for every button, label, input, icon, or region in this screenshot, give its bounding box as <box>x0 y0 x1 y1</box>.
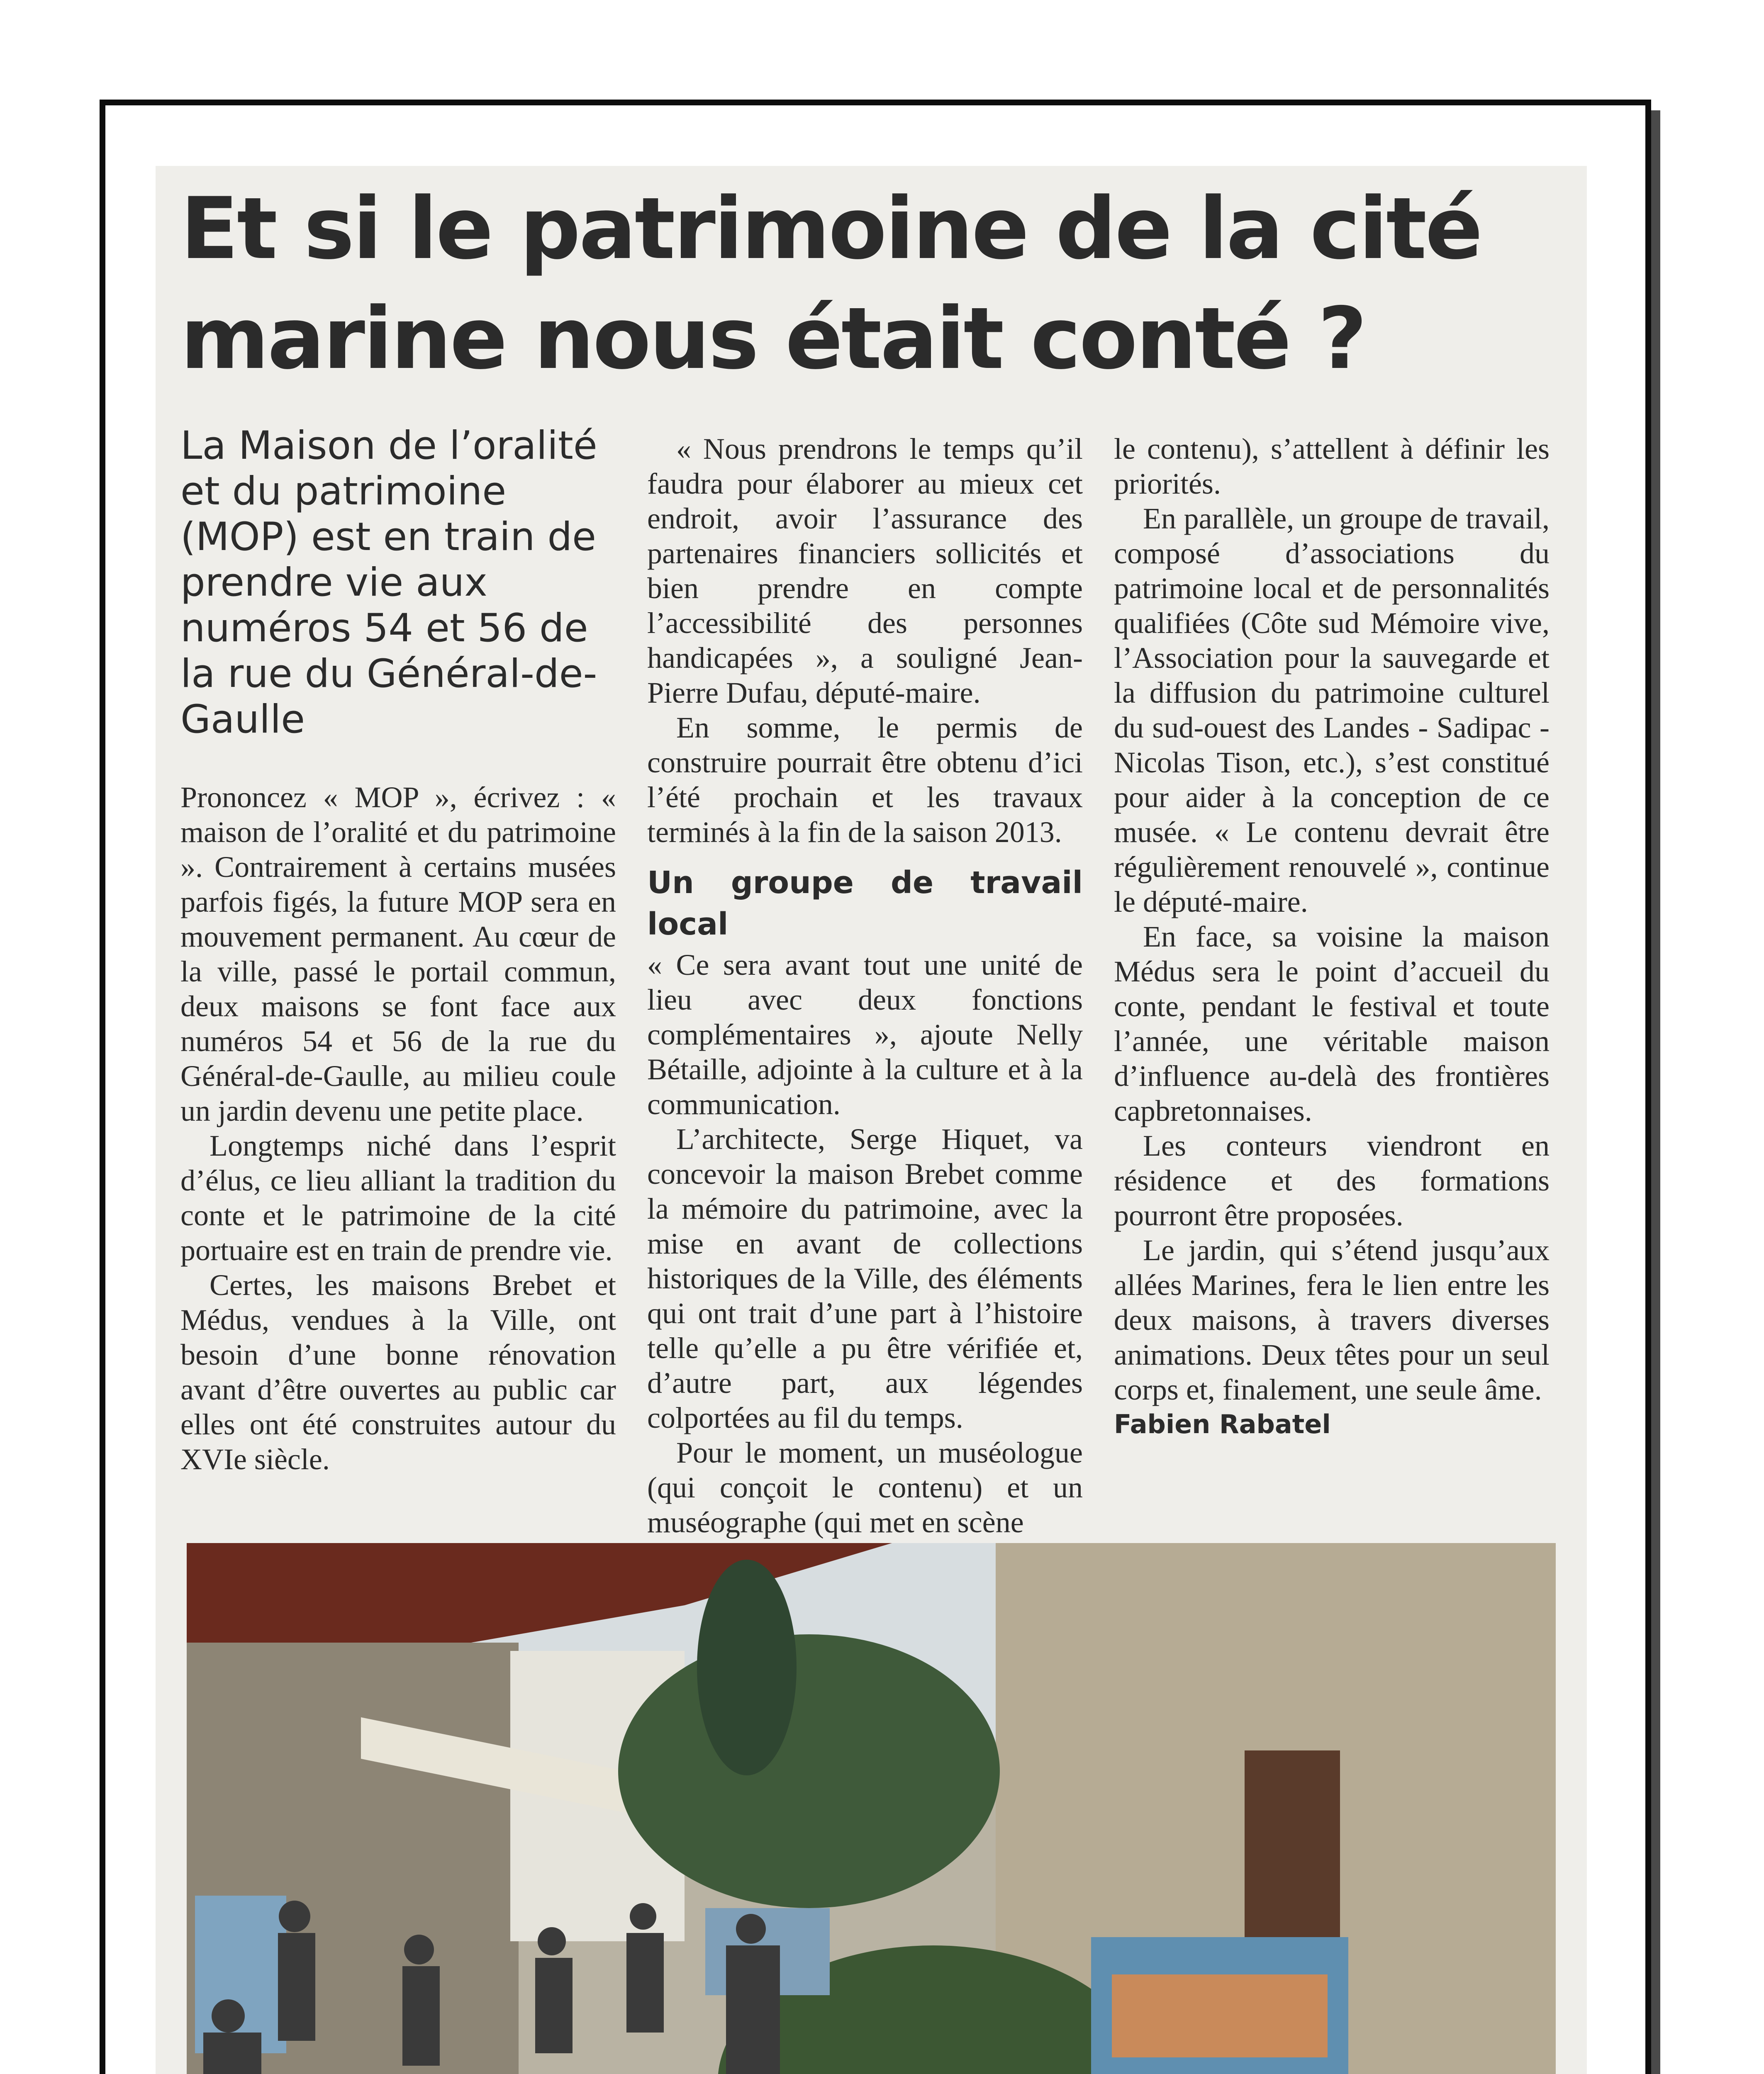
paragraph: Les conteurs viendront en résidence et des formations pourront être proposées. <box>1114 1129 1550 1232</box>
column-3 <box>1114 431 1550 1442</box>
newspaper-clipping <box>156 166 1587 2074</box>
paragraph: En parallèle, un groupe de travail, composé d’associations du patrimoine local et de personnalités qualifiées (Côte sud Mémoire vive, l’Association pour la sauvegarde et la diffusion du patrimoine culturel du sud-ouest des Landes - Sadipac - Nicolas Tison, etc.), s’est constitué pour aider à la conception de ce musée. « Le contenu devrait être régulièrement renouvelé », continue le député-maire. <box>1114 502 1550 918</box>
paragraph: le contenu), s’attellent à définir les priorités. <box>1114 432 1550 500</box>
paragraph: Certes, les maisons Brebet et Médus, vendues à la Ville, ont besoin d’une bonne rénovation avant d’être ouvertes au public car elles ont été construites autour du XVIe siècle. <box>180 1268 616 1476</box>
photo-illustration <box>187 1543 1556 2074</box>
paragraph: Longtemps niché dans l’esprit d’élus, ce lieu alliant la tradition du conte et le patrimoine de la cité portuaire est en train de prendre vie. <box>180 1129 616 1267</box>
subheading: Un groupe de travail local <box>647 865 1083 942</box>
author-byline: Fabien Rabatel <box>1114 1409 1331 1439</box>
paragraph: « Nous prendrons le temps qu’il faudra pour élaborer au mieux cet endroit, avoir l’assurance des partenaires financiers sollicités et bien prendre en compte l’accessibilité des personnes handicapées », a souligné Jean-Pierre Dufau, député-maire. <box>647 432 1083 709</box>
exhibition-photo <box>187 1543 1556 2074</box>
paragraph: L’architecte, Serge Hiquet, va concevoir la maison Brebet comme la mémoire du patrimoine, avec la mise en avant de collections historiques de la Ville, des éléments qui ont trait d’une part à l’histoire telle qu’elle a pu être vérifiée et, d’autre part, aux légendes colportées au fil du temps. <box>647 1122 1083 1434</box>
headline: Et si le patrimoine de la cité marine nous était conté ? <box>180 180 1481 388</box>
paragraph: En somme, le permis de construire pourrait être obtenu d’ici l’été prochain et les travaux terminés à la fin de la saison 2013. <box>647 711 1083 849</box>
paragraph: Prononcez « MOP », écrivez : « maison de l’oralité et du patrimoine ». Contrairement à certains musées parfois figés, la future MOP sera en mouvement permanent. Au cœur de la ville, passé le portail commun, deux maisons se font face aux numéros 54 et 56 de la rue du Général-de-Gaulle, au milieu coule un jardin devenu une petite place. <box>180 781 616 1127</box>
paragraph: « Ce sera avant tout une unité de lieu avec deux fonctions complémentaires », ajoute Nelly Bétaille, adjointe à la culture et à la communication. <box>647 948 1083 1121</box>
paragraph: Pour le moment, un muséologue (qui conçoit le contenu) et un muséographe (qui met en scène <box>647 1436 1083 1539</box>
lead-paragraph: La Maison de l’oralité et du patrimoine (MOP) est en train de prendre vie aux numéros 54 et 56 de la rue du Général-de-Gaulle <box>180 423 597 742</box>
paragraph: Le jardin, qui s’étend jusqu’aux allées Marines, fera le lien entre les deux maisons, à travers diverses animations. Deux têtes pour un seul corps et, finalement, une seule âme. <box>1114 1234 1550 1406</box>
paragraph: En face, sa voisine la maison Médus sera le point d’accueil du conte, pendant le festival et toute l’année, une véritable maison d’influence au-delà des frontières capbretonnaises. <box>1114 920 1550 1127</box>
column-1 <box>180 423 616 1477</box>
column-2 <box>647 431 1083 1540</box>
